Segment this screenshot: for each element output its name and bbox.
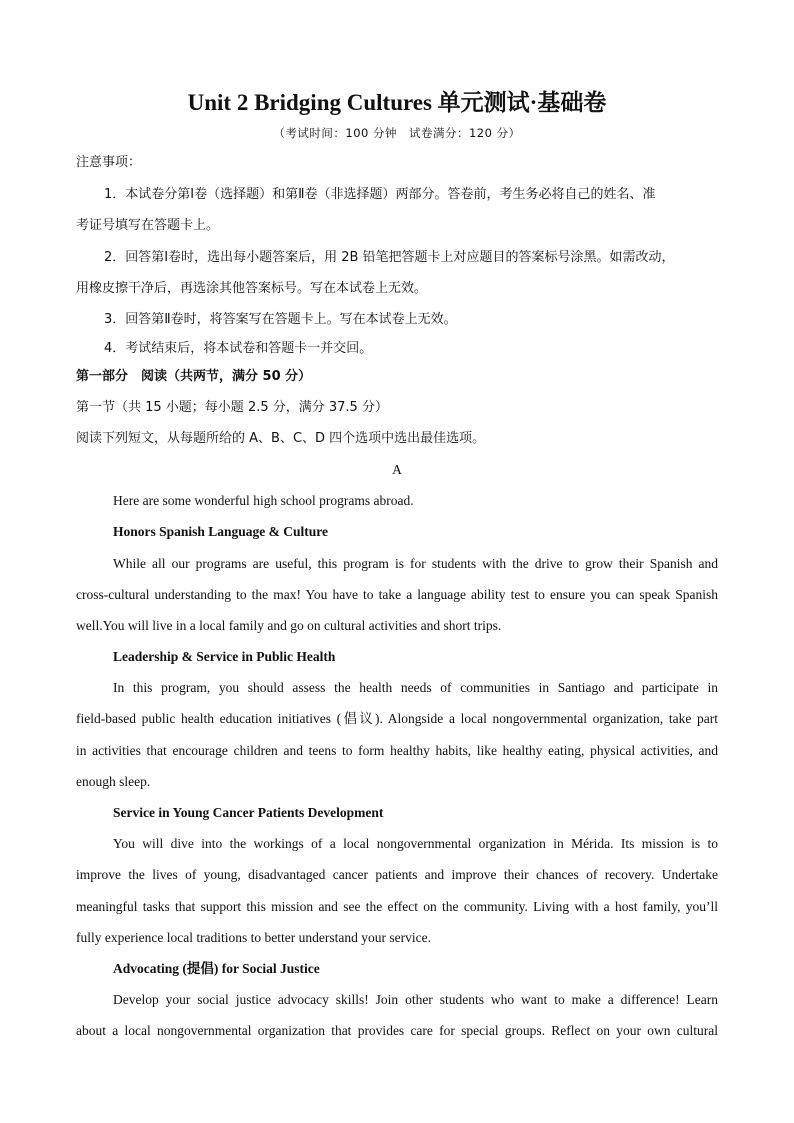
notice-heading: 注意事项： [76, 155, 142, 170]
program-4-line-1: Develop your social justice advocacy skills! Join other students who want to make a difference! Learn [113, 992, 718, 1007]
program-2-line-3: in activities that encourage children and teens to form healthy habits, like healthy eating, physical activities, and [76, 743, 718, 758]
program-1-line-2: cross-cultural understanding to the max! You have to take a language ability test to ensure you can speak Spanish [76, 587, 718, 602]
notice-item-2-line-1: 2．回答第Ⅰ卷时，选出每小题答案后，用 2B 铅笔把答题卡上对应题目的答案标号涂黑。如需改动， [104, 250, 675, 265]
program-3-line-2: improve the lives of young, disadvantaged cancer patients and improve their chances of recovery. Undertake [76, 867, 718, 882]
page-title: Unit 2 Bridging Cultures 单元测试·基础卷 [187, 90, 607, 115]
program-3-line-3: meaningful tasks that support this mission and see the effect on the community. Living with a host family, you’ll [76, 899, 718, 914]
program-4-line-2: about a local nongovernmental organization that provides care for special groups. Reflect on your own cultural [76, 1023, 718, 1038]
notice-item-1-line-1: 1．本试卷分第Ⅰ卷（选择题）和第Ⅱ卷（非选择题）两部分。答卷前，考生务必将自己的姓名、准 [104, 187, 656, 202]
program-2-line-2: field-based public health education initiatives (倡议). Alongside a local nongovernmental organization, take part [76, 711, 718, 726]
notice-item-3: 3．回答第Ⅱ卷时，将答案写在答题卡上。写在本试卷上无效。 [104, 312, 457, 327]
program-3-line-4: fully experience local traditions to better understand your service. [76, 930, 431, 945]
part-title: 第一部分 阅读（共两节，满分 50 分） [76, 369, 312, 384]
program-3-line-1: You will dive into the workings of a local nongovernmental organization in Mérida. Its mission is to [113, 836, 718, 851]
notice-item-1-line-2: 考证号填写在答题卡上。 [76, 218, 220, 233]
notice-item-4: 4．考试结束后，将本试卷和答题卡一并交回。 [104, 341, 373, 356]
notice-item-2-line-2: 用橡皮擦干净后，再选涂其他答案标号。写在本试卷上无效。 [76, 281, 428, 296]
program-3-title: Service in Young Cancer Patients Development [113, 805, 384, 820]
program-4-title: Advocating (提倡) for Social Justice [113, 961, 320, 976]
program-1-title: Honors Spanish Language & Culture [113, 524, 329, 539]
program-1-line-3: well.You will live in a local family and go on cultural activities and short trips. [76, 618, 502, 633]
exam-time-info: （考试时间：100 分钟 试卷满分：120 分） [273, 126, 521, 140]
passage-intro: Here are some wonderful high school programs abroad. [113, 493, 414, 508]
instruction-text: 阅读下列短文，从每题所给的 A、B、C、D 四个选项中选出最佳选项。 [76, 431, 486, 446]
program-2-title: Leadership & Service in Public Health [113, 649, 336, 664]
passage-label: A [392, 462, 402, 477]
subsection-title: 第一节（共 15 小题；每小题 2.5 分，满分 37.5 分） [76, 400, 388, 415]
program-2-line-4: enough sleep. [76, 774, 151, 789]
program-2-line-1: In this program, you should assess the health needs of communities in Santiago and participate in [113, 680, 718, 695]
program-1-line-1: While all our programs are useful, this program is for students with the drive to grow their Spanish and [113, 556, 718, 571]
